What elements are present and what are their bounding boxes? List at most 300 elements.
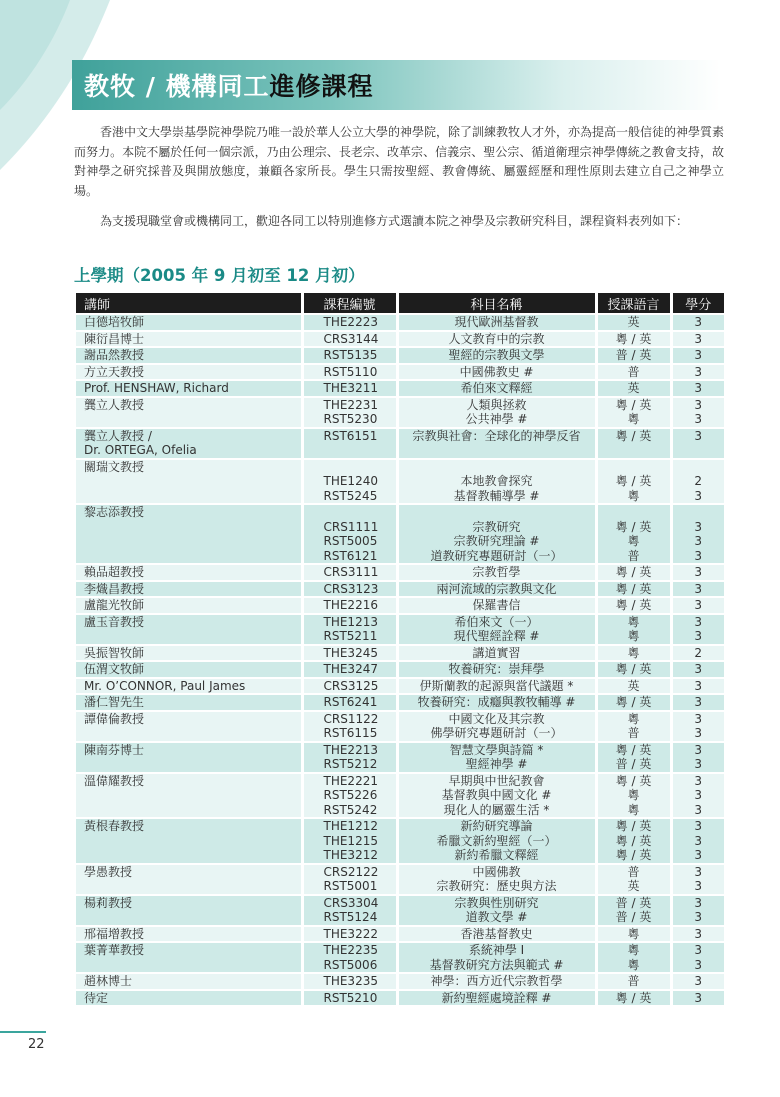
language-cell [596,459,671,505]
credit-cell-line: 3 [694,726,703,740]
course-code-cell-line: THE1215 [323,833,378,848]
subject-cell-line: 早期與中世紀教會 [448,773,545,788]
subject-cell-line: 聖經的宗教與文學 [448,348,545,362]
intro-paragraph-2: 為支援現職堂會或機構同工，歡迎各同工以特別進修方式選讀本院之神學及宗教研究科目，課程資料表列如下： [100,214,689,228]
table-row [76,942,724,973]
table-row [76,347,724,364]
teacher-cell [76,694,302,711]
credit-cell-line: 3 [694,695,703,709]
course-code-cell [302,614,397,645]
course-code-cell-line: THE3247 [323,662,378,676]
language-cell-line: 粵 [627,534,640,548]
course-code-cell-line: THE2231 [323,397,378,412]
course-code-cell-line: THE3235 [323,974,378,988]
teacher-cell-line: 龔立人教授 [84,397,145,412]
language-cell-line: 粵 [627,802,640,817]
course-code-cell [302,380,397,397]
teacher-cell-line: 李熾昌教授 [84,581,145,596]
subject-cell-line: 智慧文學與詩篇 * [449,742,544,757]
language-cell-line [598,505,670,520]
credit-cell [671,661,724,678]
course-code-cell-line: RST5135 [323,348,378,362]
table-body [76,314,724,1005]
credit-cell-line: 3 [694,802,703,817]
credit-cell [671,614,724,645]
credit-cell-line: 3 [694,895,703,910]
teacher-cell-line: 黎志添教授 [84,505,145,519]
teacher-cell-line: 潘仁智先生 [84,695,145,709]
credit-cell-line: 3 [694,848,703,862]
teacher-cell [76,864,302,895]
credit-cell-line: 3 [694,773,703,788]
teacher-cell [76,459,302,505]
credit-cell [671,314,724,331]
credit-cell-line: 3 [694,757,703,771]
teacher-cell [76,818,302,864]
teacher-cell-line: 陳衍昌博士 [84,331,145,346]
teacher-cell [76,331,302,348]
subject-cell-line: 宗教與性別研究 [454,895,539,910]
table-row [76,742,724,773]
teacher-cell [76,773,302,819]
teacher-cell [76,678,302,695]
subject-cell [397,973,596,990]
credit-cell-line: 3 [694,614,703,629]
teacher-cell-line: 陳南芬博士 [84,742,145,757]
subject-cell [397,581,596,598]
course-code-cell-line: RST6151 [323,428,378,443]
table-header-row [76,293,724,314]
subject-cell [397,347,596,364]
language-cell-line: 粵 / 英 [615,581,652,596]
language-cell-line: 粵 / 英 [615,819,652,833]
course-code-cell [302,597,397,614]
credit-cell-line: 2 [694,645,703,660]
teacher-cell-line: 譚偉倫教授 [84,711,145,726]
language-cell [596,597,671,614]
credit-cell-line: 3 [694,412,703,426]
language-cell-line: 粵 / 英 [615,331,652,346]
subject-cell [397,895,596,926]
credit-cell [671,926,724,943]
subject-cell-line: 宗教研究理論 # [453,534,540,548]
teacher-cell [76,380,302,397]
course-code-cell-line: THE3222 [323,926,378,941]
title-part1: 教牧 / 機構同工 [84,72,270,101]
semester-heading: 上學期（2005 年 9 月初至 12 月初） [74,266,365,285]
intro-paragraph: 香港中文大學崇基學院神學院乃唯一設於華人公立大學的神學院，除了訓練教牧人才外，亦為提高一般信徒的神學質素而努力。本院不屬於任何一個宗派，乃由公理宗、長老宗、改革宗、信義宗、聖公宗、循道衛理宗神學傳統之教會支持，故對神學之研究採普及與開放態度，兼顧各家所長。學生只需按聖經、教會傳統、屬靈經歷和理性原則去建立自己之神學立場。 [74,125,725,198]
subject-cell-line: 基督教輔導學 # [453,488,540,503]
language-cell-line: 粵 / 英 [615,773,652,788]
subject-cell [397,331,596,348]
credit-cell [671,504,724,564]
language-cell-line: 普 [627,548,640,563]
course-code-cell-line: CRS3304 [323,895,379,910]
credit-cell [671,678,724,695]
language-cell [596,926,671,943]
credit-cell [671,380,724,397]
language-cell-line: 粵 [627,629,640,643]
course-code-cell [302,364,397,381]
credit-cell-line: 3 [694,742,703,757]
subject-cell [397,614,596,645]
credit-cell-line: 3 [694,879,703,893]
subject-cell [397,504,596,564]
course-code-cell [302,678,397,695]
language-cell-line: 普 / 英 [615,895,652,910]
title-part2: 進修課程 [269,72,374,101]
teacher-cell [76,661,302,678]
subject-cell-line: 公共神學 # [465,412,528,426]
teacher-cell-line: 學愚教授 [84,864,133,879]
course-code-cell [302,331,397,348]
language-cell-line: 普 [627,974,640,988]
teacher-cell [76,973,302,990]
subject-cell-line: 宗教與社會：全球化的神學反省 [412,428,581,443]
language-cell [596,331,671,348]
language-cell [596,428,671,459]
course-code-cell [302,990,397,1006]
credit-cell-line: 3 [694,598,703,612]
teacher-cell-line: 楊莉教授 [84,895,133,910]
table-row [76,364,724,381]
course-code-cell-line: THE1212 [323,819,378,833]
course-code-cell [302,661,397,678]
language-cell [596,678,671,695]
subject-cell-line: 新約聖經處境詮釋 # [441,990,552,1005]
language-cell-line: 粵 [627,943,640,957]
course-code-cell-line: RST5211 [323,629,378,643]
teacher-cell [76,597,302,614]
course-code-cell-line [324,460,396,475]
language-cell [596,818,671,864]
credit-cell [671,990,724,1006]
subject-cell [397,428,596,459]
course-code-cell-line: THE2235 [323,943,378,957]
credit-cell [671,742,724,773]
language-cell-line: 普 / 英 [615,757,652,771]
teacher-cell-line: 吳振智牧師 [84,645,145,660]
page-number: 22 [28,1037,45,1052]
language-cell [596,895,671,926]
credit-cell-line: 3 [694,864,703,879]
credit-cell [671,818,724,864]
course-code-cell [302,428,397,459]
credit-cell-line: 3 [694,629,703,643]
subject-cell-line: 講道實習 [472,645,521,660]
language-cell [596,564,671,581]
subject-cell-line: 道教文學 # [465,910,528,924]
subject-cell-line: 中國佛教史 # [459,364,534,379]
course-code-cell-line: RST5230 [323,412,378,426]
subject-cell-line: 人類與拯救 [466,397,527,412]
credit-cell-line: 3 [694,488,703,503]
table-row [76,990,724,1006]
language-cell [596,694,671,711]
course-code-cell-line: CRS3123 [323,581,379,596]
language-cell-line: 普 / 英 [615,348,652,362]
teacher-cell-line: 黃根春教授 [84,819,145,833]
credit-cell-line [673,460,725,475]
credit-cell-line: 2 [694,474,703,488]
course-code-cell [302,564,397,581]
subject-cell [397,380,596,397]
course-code-cell-line: THE2213 [323,742,378,757]
title-banner [72,60,722,110]
course-code-cell [302,895,397,926]
course-code-cell-line: RST5212 [323,757,378,771]
credit-cell-line: 3 [694,926,703,941]
course-code-cell-line: CRS3125 [323,678,379,693]
subject-cell-line: 現代聖經詮釋 # [453,629,540,643]
language-cell-line: 英 [627,879,640,893]
credit-cell [671,428,724,459]
course-code-cell [302,314,397,331]
course-code-cell-line: CRS1111 [323,519,379,534]
language-cell-line: 英 [627,381,640,395]
teacher-cell [76,926,302,943]
teacher-cell [76,645,302,662]
course-code-cell-line: RST5245 [323,488,378,503]
language-cell [596,364,671,381]
course-code-cell-line: CRS1122 [323,711,379,726]
credit-cell [671,645,724,662]
language-cell-line: 粵 [627,711,640,726]
language-cell-line: 普 [627,864,640,879]
language-cell-line: 粵 / 英 [615,848,652,862]
subject-cell-line: 宗教哲學 [472,565,521,579]
course-code-cell-line [324,505,396,520]
credit-cell-line: 3 [694,990,703,1005]
table-row [76,711,724,742]
teacher-cell-line: 白德培牧師 [84,315,145,329]
language-cell-line: 粵 / 英 [615,474,652,488]
credit-cell-line: 3 [694,519,703,534]
table-row [76,564,724,581]
credit-cell [671,564,724,581]
course-code-cell [302,864,397,895]
page-title [84,67,374,103]
table-row [76,428,724,459]
language-cell-line: 粵 / 英 [615,990,652,1005]
subject-cell [397,942,596,973]
table-row [76,645,724,662]
table-row [76,314,724,331]
subject-cell-line: 宗教研究 [472,519,521,534]
teacher-cell [76,990,302,1006]
language-cell-line: 粵 / 英 [615,565,652,579]
subject-cell [397,694,596,711]
course-code-cell-line: CRS2122 [323,864,379,879]
subject-cell-line: 伊斯蘭教的起源與當代議題 * [419,678,574,693]
credit-cell-line: 3 [694,678,703,693]
course-code-cell [302,459,397,505]
table-row [76,926,724,943]
subject-cell-line: 基督教與中國文化 # [441,788,552,802]
language-cell [596,773,671,819]
subject-cell-line: 兩河流域的宗教與文化 [436,581,557,596]
subject-cell [397,661,596,678]
language-cell [596,742,671,773]
course-code-cell [302,818,397,864]
credit-cell [671,973,724,990]
header-code: 課程編號 [302,293,397,314]
language-cell-line: 英 [627,315,640,329]
credit-cell-line: 3 [694,910,703,924]
teacher-cell-line: 葉菁華教授 [84,943,145,957]
subject-cell-line: 神學：西方近代宗教哲學 [430,974,563,988]
language-cell-line [598,460,670,475]
credit-cell-line: 3 [694,381,703,395]
header-language: 授課語言 [596,293,671,314]
course-code-cell-line: RST5110 [323,364,378,379]
table-row [76,581,724,598]
subject-cell-line: 現代歐洲基督教 [454,315,539,329]
course-code-cell-line: CRS3144 [323,331,379,346]
course-code-cell-line: RST6121 [323,548,378,563]
course-table [76,293,724,1005]
course-code-cell-line: THE2223 [323,315,378,329]
language-cell [596,661,671,678]
table-row [76,973,724,990]
course-code-cell-line: THE1213 [323,614,378,629]
teacher-cell [76,581,302,598]
credit-cell [671,347,724,364]
course-code-cell-line: THE1240 [323,474,378,488]
language-cell [596,397,671,428]
course-code-cell [302,645,397,662]
language-cell [596,711,671,742]
teacher-cell-line: 賴品超教授 [84,565,145,579]
course-code-cell [302,397,397,428]
language-cell-line: 粵 [627,788,640,802]
credit-cell-line: 3 [694,331,703,346]
teacher-cell [76,942,302,973]
language-cell [596,581,671,598]
course-code-cell-line: THE2221 [323,773,378,788]
course-code-cell-line: THE3211 [323,381,378,395]
credit-cell-line: 3 [694,565,703,579]
course-code-cell-line: THE3212 [323,848,378,862]
teacher-cell [76,564,302,581]
course-code-cell [302,773,397,819]
course-code-cell [302,942,397,973]
subject-cell-line: 新約希臘文釋經 [454,848,539,862]
course-code-cell [302,973,397,990]
teacher-cell-line: Dr. ORTEGA, Ofelia [84,443,197,457]
subject-cell-line: 希臘文新約聖經（一） [436,833,557,848]
credit-cell-line: 3 [694,943,703,957]
subject-cell [397,459,596,505]
table-row [76,895,724,926]
credit-cell-line [673,505,725,520]
subject-cell-line: 佛學研究專題研討（一） [430,726,563,740]
subject-cell [397,926,596,943]
teacher-cell [76,314,302,331]
language-cell-line: 粵 [627,488,640,503]
subject-cell [397,818,596,864]
credit-cell-line: 3 [694,397,703,412]
credit-cell [671,581,724,598]
course-code-cell-line: RST5005 [323,534,378,548]
teacher-cell [76,504,302,564]
teacher-cell-line: Prof. HENSHAW, Richard [84,381,229,395]
subject-cell [397,364,596,381]
subject-cell [397,742,596,773]
teacher-cell [76,428,302,459]
subject-cell [397,564,596,581]
credit-cell [671,694,724,711]
teacher-cell-line: 謝品然教授 [84,348,145,362]
credit-cell [671,364,724,381]
course-code-cell-line: RST5124 [323,910,378,924]
language-cell-line: 普 [627,726,640,740]
credit-cell-line: 3 [694,788,703,802]
table-row [76,597,724,614]
subject-cell-line: 現化人的屬靈生活 * [443,802,550,817]
language-cell [596,645,671,662]
language-cell [596,347,671,364]
course-code-cell-line: RST5001 [323,879,378,893]
table-row [76,380,724,397]
teacher-cell-line: 方立天教授 [84,364,145,379]
subject-cell-line [399,460,595,475]
subject-cell-line: 宗教研究：歷史與方法 [436,879,557,893]
credit-cell-line: 3 [694,364,703,379]
course-code-cell [302,926,397,943]
teacher-cell-line: 伍渭文牧師 [84,662,145,676]
language-cell-line: 粵 [627,957,640,972]
credit-cell-line: 3 [694,348,703,362]
language-cell-line: 粵 [627,645,640,660]
subject-cell [397,645,596,662]
subject-cell-line: 道教研究專題研討（一） [430,548,563,563]
credit-cell-line: 3 [694,974,703,988]
credit-cell [671,397,724,428]
course-code-cell-line: RST6115 [323,726,378,740]
table-row [76,614,724,645]
teacher-cell-line: 關瑞文教授 [84,459,145,474]
language-cell-line: 粵 / 英 [615,598,652,612]
teacher-cell [76,711,302,742]
teacher-cell [76,364,302,381]
subject-cell-line [399,505,595,520]
credit-cell-line: 3 [694,711,703,726]
subject-cell [397,597,596,614]
language-cell-line: 粵 [627,412,640,426]
course-code-cell [302,742,397,773]
language-cell-line: 普 [627,364,640,379]
credit-cell [671,942,724,973]
language-cell [596,942,671,973]
language-cell [596,380,671,397]
subject-cell-line: 牧養研究：崇拜學 [448,662,545,676]
table-row [76,694,724,711]
credit-cell [671,864,724,895]
credit-cell-line: 3 [694,581,703,596]
subject-cell-line: 中國文化及其宗教 [448,711,545,726]
subject-cell [397,678,596,695]
language-cell-line: 粵 / 英 [615,397,652,412]
table-row [76,864,724,895]
language-cell [596,864,671,895]
teacher-cell [76,895,302,926]
language-cell-line: 粵 / 英 [615,428,652,443]
course-code-cell-line: THE2216 [323,598,378,612]
subject-cell [397,864,596,895]
subject-cell [397,314,596,331]
teacher-cell-line: 邢福增教授 [84,926,145,941]
